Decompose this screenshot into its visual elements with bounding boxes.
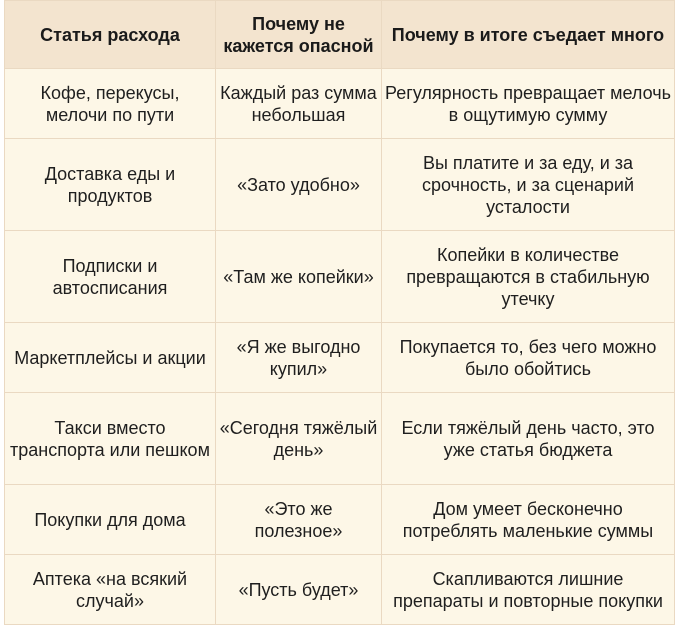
table-row xyxy=(5,393,675,485)
cell-why-not-dangerous: Каждый раз сумма небольшая xyxy=(216,69,382,139)
cell-why-costly: Копейки в количестве превращаются в стабильную утечку xyxy=(382,231,675,323)
cell-why-not-dangerous: «Я же выгодно купил» xyxy=(216,323,382,393)
table-row xyxy=(5,555,675,625)
cell-expense-item: Аптека «на всякий случай» xyxy=(5,555,216,625)
cell-why-costly: Дом умеет бесконечно потреблять маленькие суммы xyxy=(382,485,675,555)
table-header xyxy=(5,1,675,69)
table-row xyxy=(5,231,675,323)
header-row xyxy=(5,1,675,69)
cell-why-costly: Вы платите и за еду, и за срочность, и за сценарий усталости xyxy=(382,139,675,231)
header-expense-item: Статья расхода xyxy=(5,1,216,69)
cell-why-not-dangerous: «Это же полезное» xyxy=(216,485,382,555)
cell-why-not-dangerous: «Там же копейки» xyxy=(216,231,382,323)
cell-expense-item: Доставка еды и продуктов xyxy=(5,139,216,231)
expense-table xyxy=(4,0,675,625)
table-body xyxy=(5,69,675,625)
header-why-costly: Почему в итоге съедает много xyxy=(382,1,675,69)
header-why-not-dangerous: Почему не кажется опасной xyxy=(216,1,382,69)
cell-expense-item: Подписки и автосписания xyxy=(5,231,216,323)
cell-why-not-dangerous: «Пусть будет» xyxy=(216,555,382,625)
table-row xyxy=(5,323,675,393)
cell-why-not-dangerous: «Зато удобно» xyxy=(216,139,382,231)
table-row xyxy=(5,139,675,231)
table-row xyxy=(5,485,675,555)
cell-why-costly: Если тяжёлый день часто, это уже статья бюджета xyxy=(382,393,675,485)
cell-expense-item: Такси вместо транспорта или пешком xyxy=(5,393,216,485)
cell-why-costly: Скапливаются лишние препараты и повторные покупки xyxy=(382,555,675,625)
cell-expense-item: Покупки для дома xyxy=(5,485,216,555)
cell-expense-item: Кофе, перекусы, мелочи по пути xyxy=(5,69,216,139)
cell-why-costly: Покупается то, без чего можно было обойтись xyxy=(382,323,675,393)
cell-expense-item: Маркетплейсы и акции xyxy=(5,323,216,393)
table-row xyxy=(5,69,675,139)
cell-why-not-dangerous: «Сегодня тяжёлый день» xyxy=(216,393,382,485)
cell-why-costly: Регулярность превращает мелочь в ощутимую сумму xyxy=(382,69,675,139)
